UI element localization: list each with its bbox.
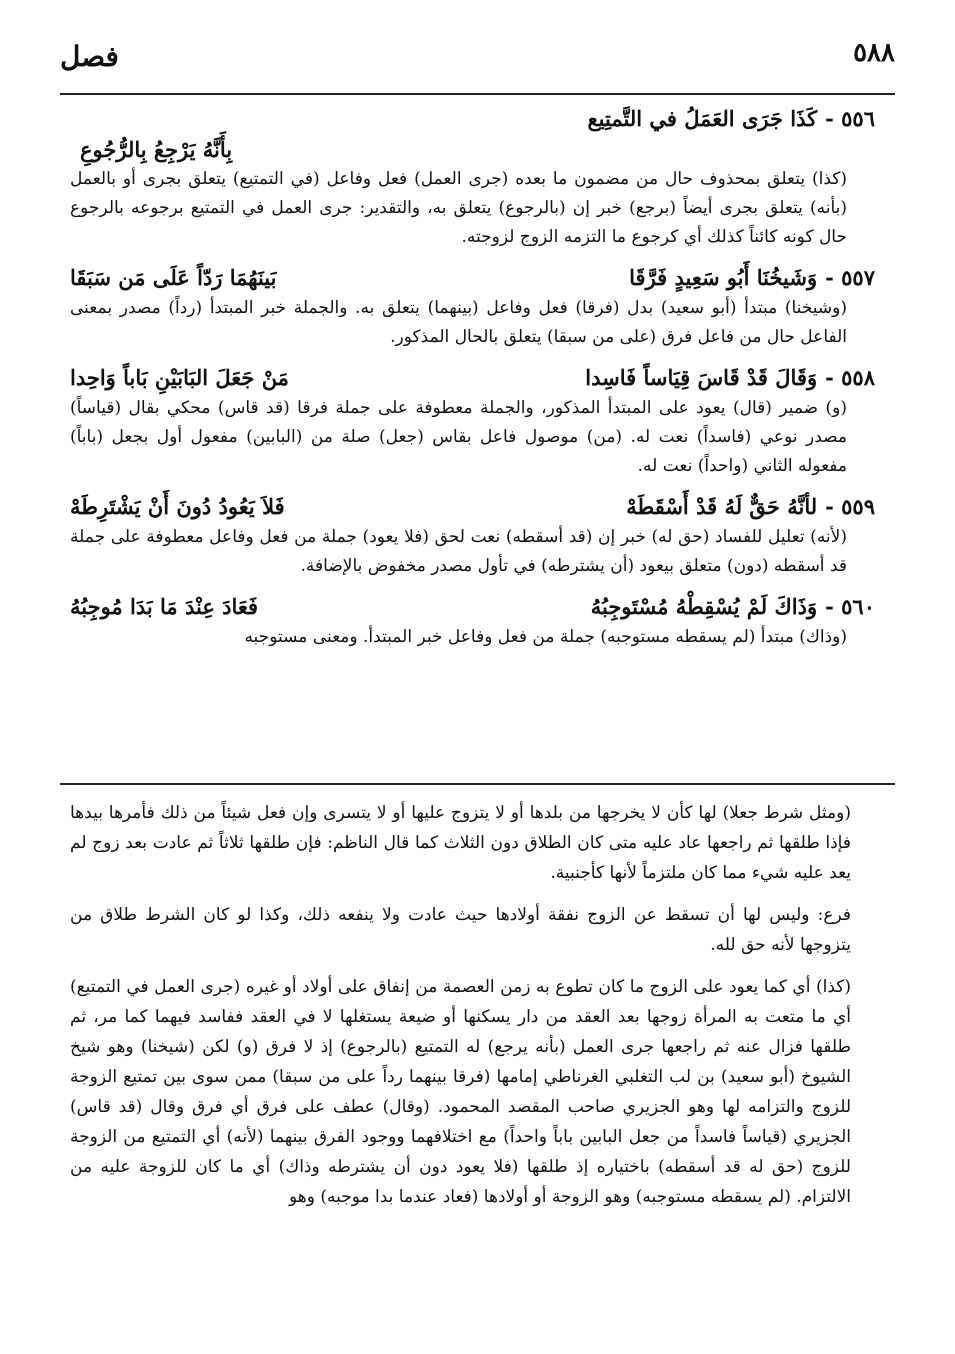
verse-hemistich-first: وَشَيخُنَا أَبُو سَعِيدٍ فَرَّقَا <box>629 265 818 290</box>
verse-block-556 <box>70 103 875 252</box>
commentary-paragraph: (ومثل شرط جعلا) لها كأن لا يخرجها من بلدها أو لا يتزوج عليها أو لا يتسرى وإن فعل شيئاً من ذلك فأمرها بيدها فإذا طلقها ثم راجعها عاد عليه متى كان الطلاق دون الثلاث كما قال الناظم: فإن طلقها ثلاثاً ثم عادت بعد زوج لم يعد عليه شيء مما كان ملتزماً لأنها كأجنبية. <box>70 803 851 883</box>
main-text <box>70 103 875 662</box>
verse-line <box>70 362 875 394</box>
verse-number: ٥٦٠ - <box>825 594 875 619</box>
verse-number: ٥٥٨ - <box>825 365 875 390</box>
verse-hemistich-first: كَذَا جَرَى العَمَلُ في التَّمتِيع <box>587 106 818 131</box>
verse-hemistich-first: وَذَاكَ لَمْ يُسْقِطْهُ مُسْتَوجِبُهُ <box>590 594 818 619</box>
verse-hemistich-second: بَينَهُمَا رَدّاً عَلَى مَن سَبَقَا <box>70 265 277 290</box>
verse-block-559 <box>70 491 875 581</box>
verse-number: ٥٥٧ - <box>825 265 875 290</box>
verse-hemistich-second: بِأَنَّهُ يَرْجِعُ بِالرُّجُوعِ <box>80 137 233 162</box>
running-head: فصل <box>60 40 119 73</box>
verse-number: ٥٥٩ - <box>825 494 875 519</box>
verse-hemistich-second: فَعَادَ عِنْدَ مَا بَدَا مُوجِبُهُ <box>70 594 259 619</box>
verse-line <box>70 491 875 523</box>
commentary-notes <box>70 798 875 1224</box>
verse-explanation: (و) ضمير (قال) يعود على المبتدأ المذكور، والجملة معطوفة على جملة فرقا (قد قاس) محكي بقال (قياساً) مصدر نوعي (فاسداً) نعت له. (من) موصول فاعل بقاس (جعل) صلة من (البابين) مفعول أول بجعل (باباً) مفعوله الثاني (واحداً) نعت له. <box>70 398 847 476</box>
verse-block-557 <box>70 262 875 352</box>
verse-explanation: (وشيخنا) مبتدأ (أبو سعيد) بدل (فرقا) فعل وفاعل (بينهما) يتعلق به. والجملة خبر المبتدأ (رداً) مصدر بمعنى الفاعل حال من فاعل فرق (على من سبقا) يتعلق بالحال المذكور. <box>70 298 847 347</box>
page-number: ٥٨٨ <box>853 38 895 68</box>
verse-hemistich-first: لأنَّهُ حَقٌّ لَهُ قَدْ أَسْقَطَهْ <box>626 494 818 519</box>
verse-hemistich-second: مَنْ جَعَلَ البَابَيْنِ بَاباً وَاحِدا <box>70 365 289 390</box>
header-rule <box>60 93 895 95</box>
verse-explanation: (وذاك) مبتدأ (لم يسقطه مستوجبه) جملة من فعل وفاعل خبر المبتدأ. ومعنى مستوجبه <box>244 627 847 647</box>
verse-line <box>70 262 875 294</box>
footnote-separator <box>60 783 895 785</box>
verse-line <box>70 103 875 135</box>
commentary-paragraph: (كذا) أي كما يعود على الزوج ما كان تطوع به زمن العصمة من إنفاق على أولاد أو غيره (جرى العمل في التمتيع) أي ما متعت به المرأة زوجها بعد العقد من دار يسكنها أو ضيعة يستغلها لا في العقد ففاسد فيهما كما مر، ثم طلقها فزال عنه ثم راجعها جرى العمل (بأنه يرجع) له التمتيع (بالرجوع) إذ لا فرق (و) لكن (شيخنا) وهو شيخ الشيوخ (أبو سعيد) بن لب التغلبي الغرناطي إمامها (فرقا بينهما رداً على من سبقا) ممن سوى بين تمتيع الزوجة للزوج والتزامه لها وهو الجزيري صاحب المقصد المحمود. (وقال) عطف على فرق أي فرق وقال (قد قاس) الجزيري (قياساً فاسداً من جعل البابين باباً واحداً) مع اختلافهما ووجود الفرق بينهما (لأنه) أي التمتيع من الزوجة للزوج (حق له قد أسقطه) باختياره إذ طلقها (فلا يعود دون أن يشترطه وذاك) أي ما كان للزوجة عليه من الالتزام. (لم يسقطه مستوجبه) وهو الزوجة أو أولادها (فعاد عندما بدا موجبه) وهو <box>70 977 851 1207</box>
verse-block-558 <box>70 362 875 481</box>
verse-block-560 <box>70 591 875 652</box>
commentary-paragraph: فرع: وليس لها أن تسقط عن الزوج نفقة أولادها حيث عادت ولا ينفعه ذلك، وكذا لو كان الشرط طلاق من يتزوجها لأنه حق لله. <box>70 905 851 955</box>
verse-line <box>70 591 875 623</box>
verse-number: ٥٥٦ - <box>825 106 875 131</box>
verse-explanation: (كذا) يتعلق بمحذوف حال من مضمون ما بعده (جرى العمل) فعل وفاعل (في التمتيع) يتعلق بجرى أو بالعمل (بأنه) يتعلق بجرى أيضاً (برجع) خبر إن (بالرجوع) يتعلق به، والتقدير: جرى العمل في التمتيع برجوعه بالرجوع حال كونه كائناً كذلك أي كرجوع ما التزمه الزوج لزوجته. <box>70 169 847 247</box>
verse-hemistich-second: فَلاَ يَعُودُ دُونَ أَنْ يَشْتَرِطَهْ <box>70 494 285 519</box>
verse-explanation: (لأنه) تعليل للفساد (حق له) خبر إن (قد أسقطه) نعت لحق (فلا يعود) جملة من فعل وفاعل معطوفة على جملة قد أسقطه (دون) متعلق بيعود (أن يشترطه) في تأول مصدر مخفوض بالإضافة. <box>70 527 847 576</box>
page-header <box>60 34 895 94</box>
verse-hemistich-first: وَقَالَ قَدْ قَاسَ قِيَاساً فَاسِدا <box>585 365 818 390</box>
